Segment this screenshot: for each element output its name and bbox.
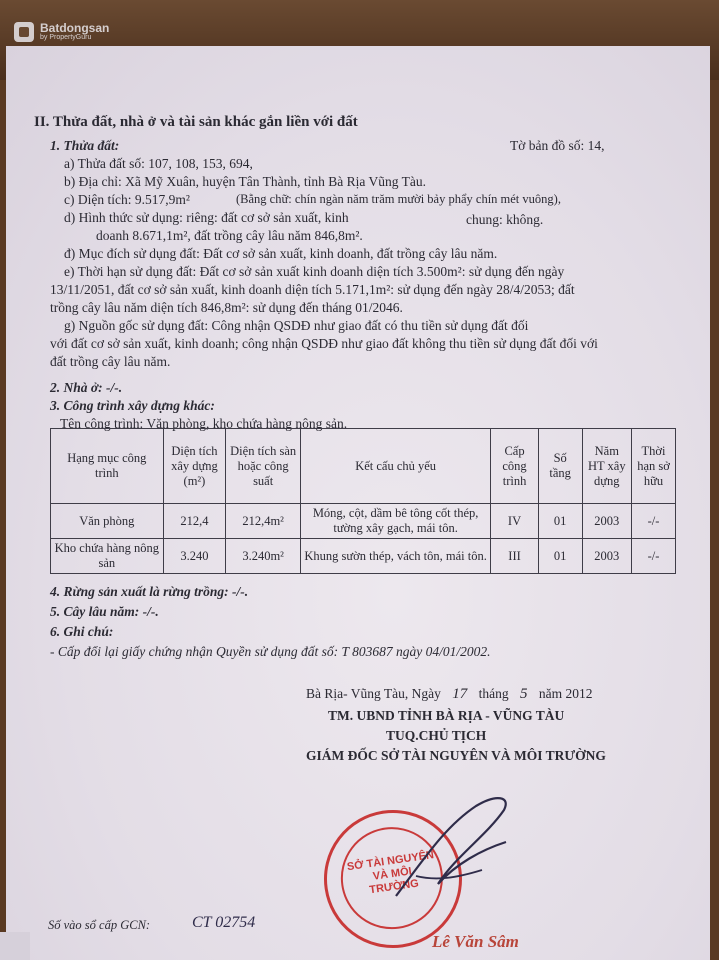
works-heading: 3. Công trình xây dựng khác:	[50, 398, 215, 413]
house-heading: 2. Nhà ở: -/-.	[50, 380, 123, 395]
forest-heading: 4. Rừng sản xuất là rừng trồng: -/-.	[50, 584, 249, 599]
sign-year: năm 2012	[538, 686, 593, 701]
stamp-text: SỞ TÀI NGUYÊN VÀ MÔI TRƯỜNG	[346, 849, 435, 897]
usage-form: d) Hình thức sử dụng: riêng: đất cơ sở sản xuất, kinh	[64, 210, 349, 225]
notes-heading: 6. Ghi chú:	[50, 624, 114, 639]
works-name: Tên công trình: Văn phòng, kho chứa hàng nông sản.	[60, 416, 348, 431]
footer-gcn-number: CT 02754	[192, 914, 256, 931]
header-grade: Cấp công trình	[491, 429, 539, 504]
row1-item: Văn phòng	[51, 504, 164, 539]
signature-org-line2: TUQ.CHỦ TỊCH	[386, 728, 487, 743]
works-table-header	[51, 429, 676, 504]
usage-origin-line2: với đất cơ sở sản xuất, kinh doanh; công nhận QSDĐ như giao đất không thu tiền sử dụng đất đối với	[50, 336, 598, 351]
header-built-area: Diện tích xây dựng (m²)	[163, 429, 226, 504]
row2-floor-area: 3.240m²	[226, 539, 301, 574]
row2-structure: Khung sườn thép, vách tôn, mái tôn.	[301, 539, 491, 574]
watermark-sub: by PropertyGuru	[40, 34, 92, 41]
usage-origin-line3: đất trồng cây lâu năm.	[50, 354, 171, 369]
row2-floors: 01	[538, 539, 582, 574]
notes-line: - Cấp đổi lại giấy chứng nhận Quyền sử dụng đất số: T 803687 ngày 04/01/2002.	[50, 644, 491, 659]
row1-floors: 01	[538, 504, 582, 539]
usage-origin-line1: g) Nguồn gốc sử dụng đất: Công nhận QSDĐ như giao đất có thu tiền sử dụng đất đối	[64, 318, 529, 333]
usage-purpose: đ) Mục đích sử dụng đất: Đất cơ sở sản xuất, kinh doanh, đất trồng cây lâu năm.	[64, 246, 498, 261]
signature-org-line3: GIÁM ĐỐC SỞ TÀI NGUYÊN VÀ MÔI TRƯỜNG	[306, 748, 606, 763]
row1-ownership: -/-	[632, 504, 676, 539]
trees-heading: 5. Cây lâu năm: -/-.	[50, 604, 159, 619]
place-date-label: Bà Rịa- Vũng Tàu, Ngày	[306, 686, 441, 701]
row2-item: Kho chứa hàng nông sản	[51, 539, 164, 574]
row1-built-area: 212,4	[163, 504, 226, 539]
table-row	[51, 504, 676, 539]
header-ownership: Thời hạn sở hữu	[632, 429, 676, 504]
row1-structure: Móng, cột, dầm bê tông cốt thép, tường xây gạch, mái tôn.	[301, 504, 491, 539]
header-item: Hạng mục công trình	[51, 429, 164, 504]
table-row	[51, 539, 676, 574]
usage-term-line2: 13/11/2051, đất cơ sở sản xuất, kinh doanh diện tích 5.171,1m²: sử dụng đến ngày 28/4/2053; đất	[50, 282, 575, 297]
signer-name: Lê Văn Sâm	[432, 932, 519, 951]
watermark-brand: Batdongsan	[40, 21, 110, 35]
page-edge	[0, 932, 30, 960]
row1-floor-area: 212,4m²	[226, 504, 301, 539]
row1-grade: IV	[491, 504, 539, 539]
signature-org-line1: TM. UBND TỈNH BÀ RỊA - VŨNG TÀU	[328, 708, 565, 723]
header-floor-area: Diện tích sàn hoặc công suất	[226, 429, 301, 504]
works-table	[50, 428, 676, 574]
certificate-page	[6, 46, 710, 960]
month-label: tháng	[478, 686, 509, 701]
row1-year: 2003	[582, 504, 632, 539]
row2-ownership: -/-	[632, 539, 676, 574]
header-floors: Số tầng	[538, 429, 582, 504]
header-structure: Kết cấu chủ yếu	[301, 429, 491, 504]
map-sheet-number: Tờ bản đồ số: 14,	[510, 138, 605, 153]
parcel-address: b) Địa chỉ: Xã Mỹ Xuân, huyện Tân Thành, tỉnh Bà Rịa Vũng Tàu.	[64, 174, 426, 189]
sign-month: 5	[519, 686, 528, 702]
row2-year: 2003	[582, 539, 632, 574]
parcel-numbers: a) Thửa đất số: 107, 108, 153, 694,	[64, 156, 253, 171]
sign-day: 17	[452, 686, 468, 702]
header-year: Năm HT xây dựng	[582, 429, 632, 504]
usage-form-detail: doanh 8.671,1m², đất trồng cây lâu năm 846,8m².	[96, 228, 363, 243]
row2-grade: III	[491, 539, 539, 574]
usage-term-line3: trồng cây lâu năm diện tích 846,8m²: sử dụng đến tháng 01/2046.	[50, 300, 403, 315]
usage-common: chung: không.	[466, 212, 544, 227]
row2-built-area: 3.240	[163, 539, 226, 574]
land-heading: 1. Thửa đất:	[50, 138, 120, 153]
signature-place-date	[306, 686, 592, 703]
parcel-area: c) Diện tích: 9.517,9m²	[64, 192, 190, 207]
section-title: II. Thửa đất, nhà ở và tài sản khác gắn liền với đất	[34, 114, 358, 130]
handwritten-signature	[386, 786, 526, 916]
watermark	[14, 22, 109, 42]
watermark-logo-icon	[14, 22, 34, 42]
usage-term-line1: e) Thời hạn sử dụng đất: Đất cơ sở sản xuất kinh doanh diện tích 3.500m²: sử dụng đến ngày	[64, 264, 565, 279]
parcel-area-words: (Bằng chữ: chín ngàn năm trăm mười bảy phẩy chín mét vuông),	[236, 192, 561, 206]
footer-label: Số vào sổ cấp GCN:	[48, 918, 151, 932]
